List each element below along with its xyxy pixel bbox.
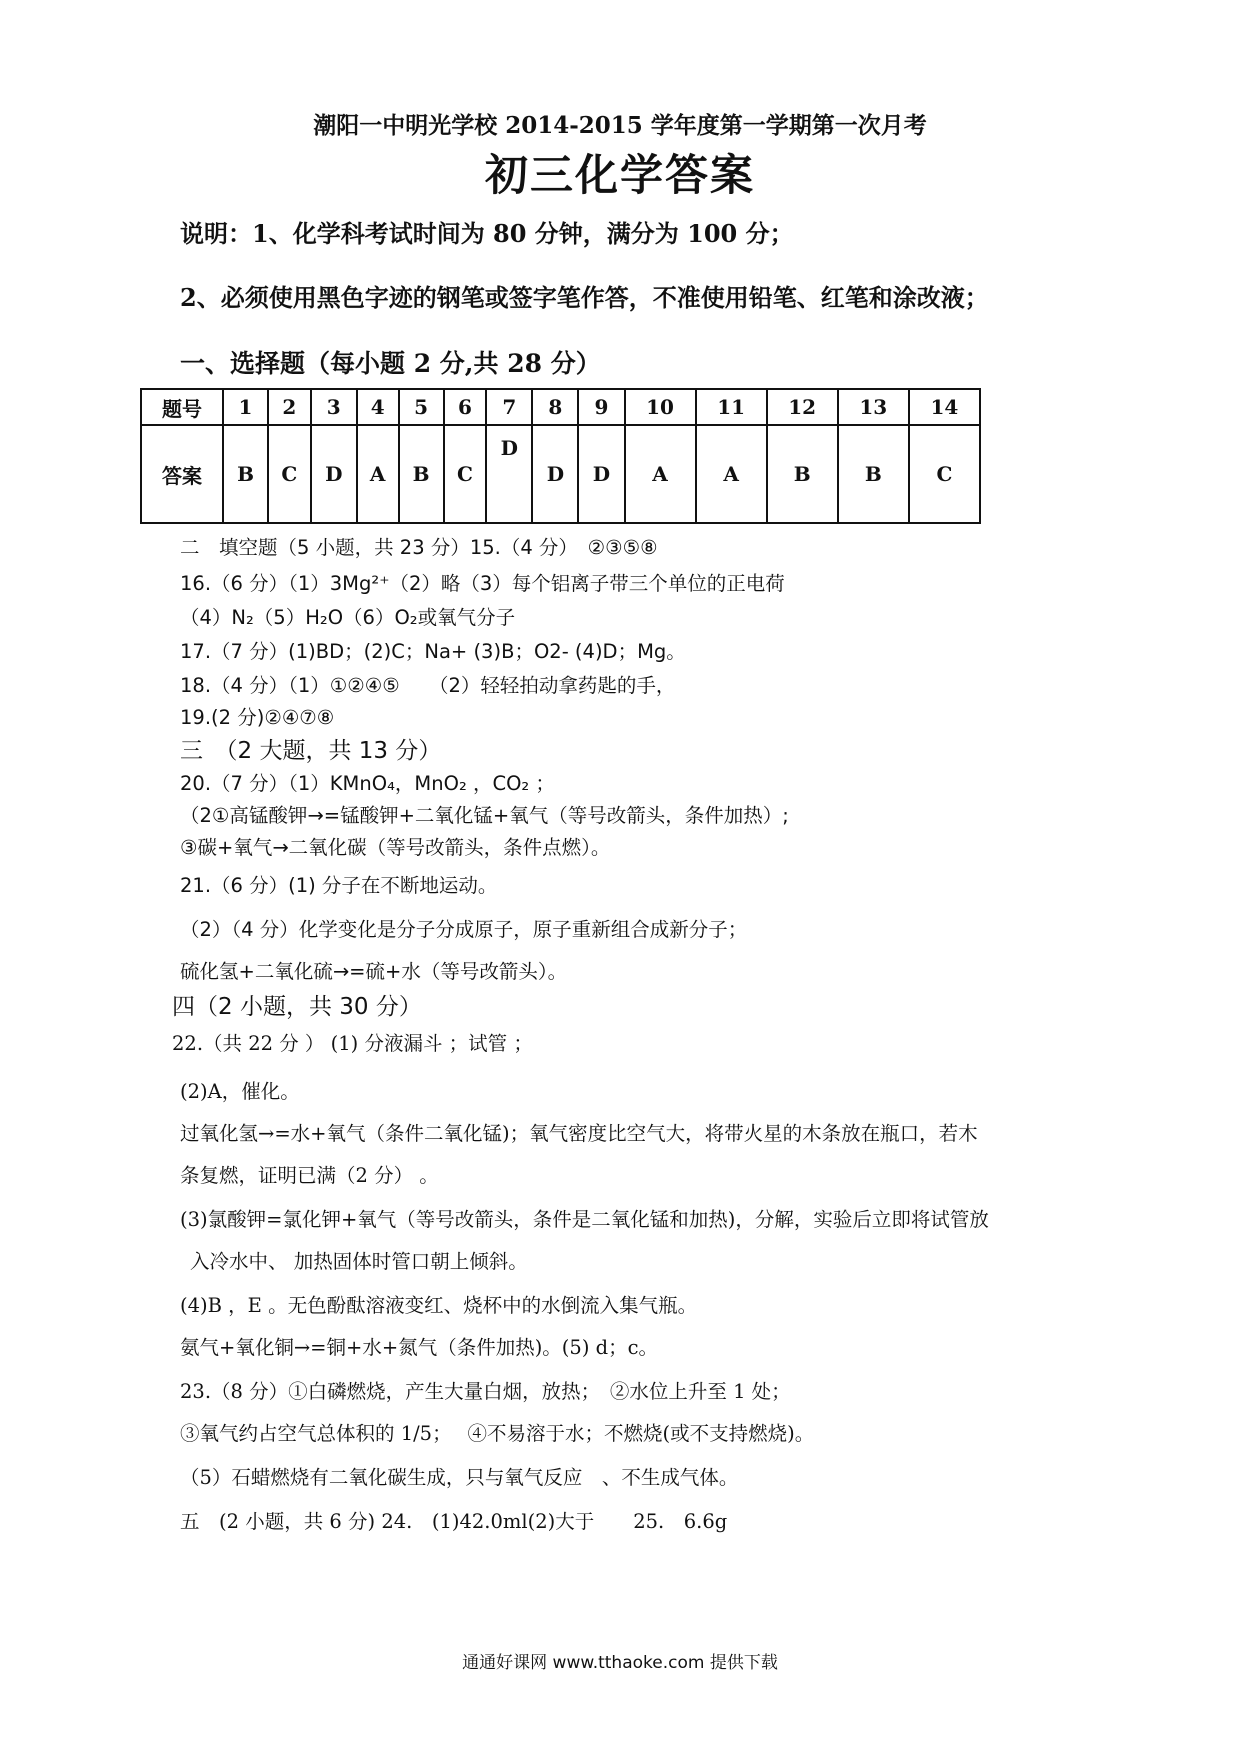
answer-cell: B bbox=[767, 425, 838, 523]
instruction-2: 2、必须使用黑色字迹的钢笔或签字笔作答，不准使用铅笔、红笔和涂改液； bbox=[180, 283, 989, 312]
answer-cell: D bbox=[486, 425, 532, 523]
section-4-heading: 四（2 小题，共 30 分） bbox=[172, 994, 422, 1020]
answer-cell: A bbox=[357, 425, 399, 523]
answer-line-q23: 23.（8 分）①白磷燃烧，产生大量白烟，放热； ②水位上升至 1 处； bbox=[180, 1380, 791, 1403]
question-number: 5 bbox=[399, 389, 444, 425]
instruction-1: 说明：1、化学科考试时间为 80 分钟，满分为 100 分； bbox=[180, 219, 794, 248]
answer-line-q21-cont: 硫化氢+二氧化硫→=硫+水（等号改箭头）。 bbox=[180, 960, 568, 983]
answer-cell: C bbox=[268, 425, 311, 523]
answer-line-q23-cont: （5）石蜡燃烧有二氧化碳生成，只与氧气反应 、不生成气体。 bbox=[180, 1466, 739, 1489]
question-number: 11 bbox=[696, 389, 767, 425]
answer-cell: C bbox=[444, 425, 487, 523]
answer-cell: B bbox=[223, 425, 268, 523]
answer-line-q18: 18.（4 分）（1）①②④⑤ （2）轻轻拍动拿药匙的手， bbox=[180, 674, 676, 697]
answer-line-q20-cont: （2①高锰酸钾→=锰酸钾+二氧化锰+氧气（等号改箭头，条件加热）; bbox=[180, 804, 789, 827]
answer-line-q20: 20.（7 分）（1）KMnO₄，MnO₂ ，CO₂ ； bbox=[180, 772, 555, 795]
row-label-answer: 答案 bbox=[141, 425, 223, 523]
answer-line-q23-cont: ③氧气约占空气总体积的 1/5； ④不易溶于水；不燃烧(或不支持燃烧)。 bbox=[180, 1422, 815, 1445]
answer-line-q21-cont: （2）（4 分）化学变化是分子分成原子，原子重新组合成新分子； bbox=[180, 918, 748, 941]
answer-line-q20-cont: ③碳+氧气→二氧化碳（等号改箭头，条件点燃）。 bbox=[180, 836, 611, 859]
question-number: 3 bbox=[311, 389, 357, 425]
answer-cell: D bbox=[578, 425, 624, 523]
answer-line-q16: 16.（6 分）（1）3Mg²⁺（2）略（3）每个铝离子带三个单位的正电荷 bbox=[180, 572, 785, 595]
answer-cell: C bbox=[909, 425, 980, 523]
question-number: 13 bbox=[838, 389, 909, 425]
answer-cell: D bbox=[311, 425, 357, 523]
page-footer: 通通好课网 www.tthaoke.com 提供下载 bbox=[462, 1653, 778, 1673]
question-number: 7 bbox=[486, 389, 532, 425]
question-number: 8 bbox=[532, 389, 578, 425]
answer-cell: B bbox=[838, 425, 909, 523]
answer-line-q17: 17.（7 分）(1)BD；(2)C；Na+ (3)B；O2- (4)D；Mg。 bbox=[180, 640, 686, 663]
answer-cell: A bbox=[696, 425, 767, 523]
answer-cell: D bbox=[532, 425, 578, 523]
answer-line-q21: 21.（6 分）(1) 分子在不断地运动。 bbox=[180, 874, 498, 897]
section-2-q15: 二 填空题（5 小题，共 23 分）15.（4 分） ②③⑤⑧ bbox=[180, 536, 658, 559]
page-title: 初三化学答案 bbox=[485, 151, 755, 201]
answer-line-q22-cont: (3)氯酸钾=氯化钾+氧气（等号改箭头，条件是二氧化锰和加热)，分解，实验后立即将试管放 bbox=[180, 1208, 989, 1231]
answer-line-q22-cont: (4)B ，E 。无色酚酞溶液变红、烧杯中的水倒流入集气瓶。 bbox=[180, 1294, 698, 1317]
section-1-heading: 一、选择题（每小题 2 分,共 28 分） bbox=[180, 349, 601, 378]
row-label-number: 题号 bbox=[141, 389, 223, 425]
question-number: 2 bbox=[268, 389, 311, 425]
question-number: 9 bbox=[578, 389, 624, 425]
question-number: 6 bbox=[444, 389, 487, 425]
answer-row bbox=[141, 425, 980, 523]
answer-cell: A bbox=[625, 425, 696, 523]
question-number: 14 bbox=[909, 389, 980, 425]
answer-line-q22-cont: (2)A，催化。 bbox=[180, 1080, 300, 1103]
answer-line-q22-cont: 氨气+氧化铜→=铜+水+氮气（条件加热)。(5) d；c。 bbox=[180, 1336, 659, 1359]
section-3-heading: 三 （2 大题，共 13 分） bbox=[180, 738, 442, 764]
question-number: 1 bbox=[223, 389, 268, 425]
answer-line-section-5: 五 (2 小题，共 6 分) 24. (1)42.0ml(2)大于 25. 6.6g bbox=[180, 1510, 728, 1533]
answer-cell: B bbox=[399, 425, 444, 523]
answer-line-q22-cont: 入冷水中、 加热固体时管口朝上倾斜。 bbox=[190, 1250, 528, 1273]
school-exam-title: 潮阳一中明光学校 2014-2015 学年度第一学期第一次月考 bbox=[313, 112, 927, 139]
answer-line-q16-cont: （4）N₂（5）H₂O（6）O₂或氧气分子 bbox=[180, 606, 516, 629]
answer-line-q22-cont: 过氧化氢→=水+氧气（条件二氧化锰)；氧气密度比空气大，将带火星的木条放在瓶口，若木 bbox=[180, 1122, 978, 1145]
answer-line-q22: 22.（共 22 分 ） (1) 分液漏斗 ；试管 ； bbox=[172, 1032, 533, 1055]
question-number: 10 bbox=[625, 389, 696, 425]
question-number: 12 bbox=[767, 389, 838, 425]
answer-table bbox=[140, 388, 981, 524]
question-number: 4 bbox=[357, 389, 399, 425]
answer-line-q19: 19.(2 分)②④⑦⑧ bbox=[180, 706, 335, 729]
question-number-row bbox=[141, 389, 980, 425]
answer-line-q22-cont: 条复燃，证明已满（2 分） 。 bbox=[180, 1164, 439, 1187]
